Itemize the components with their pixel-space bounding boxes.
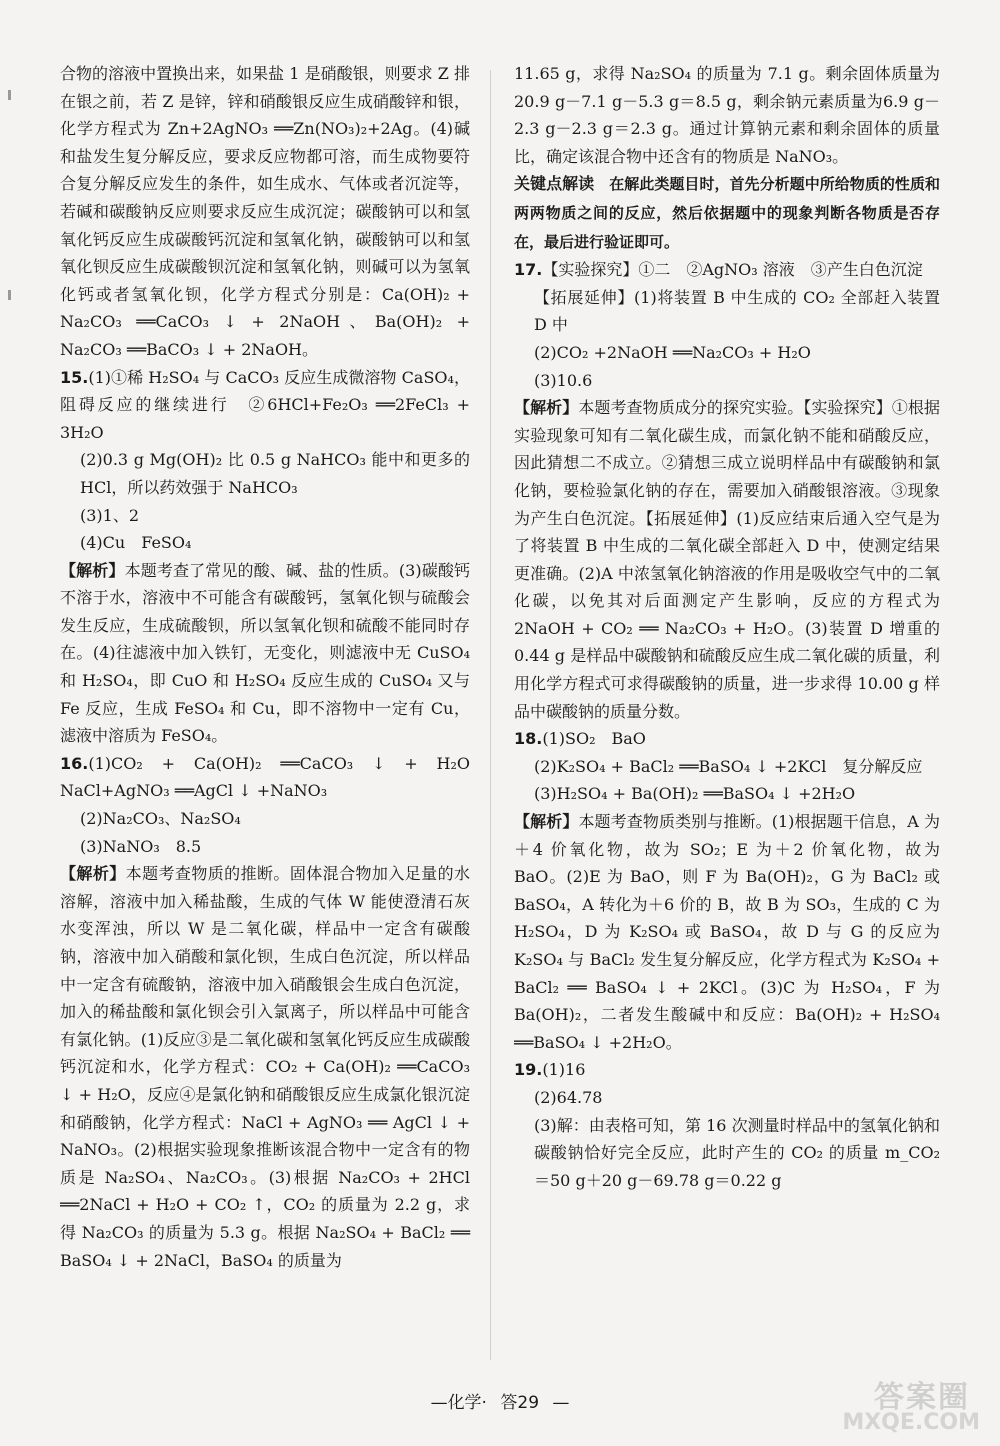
analysis-tag: 【解析】 — [514, 398, 579, 418]
paragraph-text: 在解此类题目时，首先分析题中所给物质的性质和两两物质之间的反应，然后依据题中的现象判断各物质是否存在，最后进行验证即可。 — [514, 175, 940, 251]
answer-line — [60, 446, 470, 501]
paragraph-text: 本题考查物质成分的探究实验。【实验探究】①根据实验现象可知有二氧化碳生成，而氯化钠不能和硝酸反应，因此猜想二不成立。②猜想三成立说明样品中有碳酸钠和氯化钠，要检验氯化钠的存在，需要加入硝酸银溶液。③现象为产生白色沉淀。【拓展延伸】(1)反应结束后通入空气是为了将装置 B 中生成的二氧化碳全部赶入 D 中，使测定结果更准确。(2)A 中浓氢氧化钠溶液的作用是吸收空气中的二氧化碳，以免其对后面测定产生影响，反应的方程式为 2NaOH + CO₂ ══ Na₂CO₃ + H₂O。(3)装置 D 增重的 0.44 g 是样品中碳酸钠和硫酸反应生成二氧化碳的质量，利用化学方程式可求得碳酸钠的质量，进一步求得 10.00 g 样品中碳酸钠的质量分数。 — [514, 398, 940, 721]
analysis-paragraph — [514, 394, 940, 725]
paragraph-text: 合物的溶液中置换出来，如果盐 1 是硝酸银，则要求 Z 排在银之前，若 Z 是锌，锌和硝酸银反应生成硝酸锌和银，化学方程式为 Zn+2AgNO₃ ══Zn(NO₃)₂+2Ag。(4)碱和盐发生复分解反应，要求反应物都可溶，而生成物要符合复分解反应发生的条件，如生成水、气体或者沉淀等，若碱和碳酸钠反应则要求反应生成沉淀；碳酸钠可以和氢氧化钙反应生成碳酸钙沉淀和氢氧化钠，碳酸钠可以和氢氧化钡反应生成碳酸钡沉淀和氢氧化钠，则碱可以为氢氧化钙或者氢氧化钡，化学方程式分别是：Ca(OH)₂ + Na₂CO₃ ══CaCO₃ ↓ + 2NaOH、Ba(OH)₂ + Na₂CO₃ ══BaCO₃ ↓ + 2NaOH。 — [60, 64, 470, 359]
answer-line — [60, 529, 470, 557]
paragraph-text: (1)SO₂ BaO — [542, 729, 646, 749]
watermark-url: MXQE.COM — [842, 1410, 980, 1435]
paragraph-text: 11.65 g，求得 Na₂SO₄ 的质量为 7.1 g。剩余固体质量为20.9 g－7.1 g－5.3 g＝8.5 g，剩余钠元素质量为6.9 g－2.3 g－2.3 g＝2.3 g。通过计算钠元素和剩余固体的质量比，确定该混合物中还含有的物质是 NaNO₃。 — [514, 64, 940, 166]
answer-item — [514, 725, 940, 753]
scan-mark — [8, 290, 11, 300]
column-divider — [490, 70, 491, 1360]
paragraph-text: 【实验探究】①二 ②AgNO₃ 溶液 ③产生白色沉淀 — [542, 260, 923, 280]
answer-line — [514, 339, 940, 367]
paragraph-text: (1)16 — [542, 1060, 586, 1080]
scan-mark — [8, 90, 11, 100]
analysis-paragraph — [60, 860, 470, 1274]
paragraph-text: (3)H₂SO₄ + Ba(OH)₂ ══BaSO₄ ↓ +2H₂O — [534, 784, 856, 804]
answer-line — [60, 805, 470, 833]
question-number: 16. — [60, 753, 89, 773]
analysis-paragraph — [514, 808, 940, 1056]
paragraph-text: (2)CO₂ +2NaOH ══Na₂CO₃ + H₂O — [534, 342, 811, 362]
answer-line — [514, 780, 940, 808]
answer-line — [514, 753, 940, 781]
analysis-tag: 【解析】 — [60, 864, 126, 884]
answer-line — [514, 60, 940, 170]
answer-item — [514, 256, 940, 284]
answer-item — [60, 750, 487, 805]
key-point-paragraph — [514, 170, 940, 256]
paragraph-text: (3)10.6 — [534, 370, 593, 390]
paragraph-text: 【拓展延伸】(1)将装置 B 中生成的 CO₂ 全部赶入装置 D 中 — [534, 287, 940, 335]
paragraph-text: (1)①稀 H₂SO₄ 与 CaCO₃ 反应生成微溶物 CaSO₄，阻碍反应的继续进行 ②6HCl+Fe₂O₃ ══2FeCl₃ + 3H₂O — [60, 367, 470, 442]
paragraph-text: (2)64.78 — [534, 1087, 603, 1107]
paragraph-text: (2)0.3 g Mg(OH)₂ 比 0.5 g NaHCO₃ 能中和更多的 HCl，所以药效强于 NaHCO₃ — [80, 450, 470, 497]
answer-line — [514, 284, 940, 339]
question-number: 17. — [514, 260, 543, 280]
question-number: 18. — [514, 729, 543, 749]
paragraph-text: (3)NaNO₃ 8.5 — [80, 836, 202, 856]
question-number: 15. — [60, 367, 89, 387]
paragraph-text: (4)Cu FeSO₄ — [80, 533, 192, 553]
paragraph-text: (3)解：由表格可知，第 16 次测量时样品中的氢氧化钠和碳酸钠恰好完全反应，此时产生的 CO₂ 的质量 m_CO₂ ＝50 g＋20 g－69.78 g＝0.22 g — [534, 1115, 940, 1190]
answer-line — [60, 833, 470, 861]
analysis-tag: 【解析】 — [60, 560, 125, 580]
paragraph-text: (1)CO₂ + Ca(OH)₂ ══CaCO₃ ↓ + H₂O NaCl+AgNO₃ ══AgCl ↓ +NaNO₃ — [60, 753, 487, 801]
right-column — [514, 60, 940, 1194]
paragraph-text: (3)1、2 — [80, 505, 140, 525]
analysis-tag: 【解析】 — [514, 812, 579, 832]
footer-dash: — — [552, 1393, 570, 1413]
key-point-label: 关键点解读 — [514, 174, 595, 194]
answer-item — [514, 1056, 940, 1084]
watermark-logo: 答案圈 — [874, 1380, 970, 1415]
answer-line — [514, 1084, 940, 1112]
paragraph-text: 本题考查了常见的酸、碱、盐的性质。(3)碳酸钙不溶于水，溶液中不可能含有碳酸钙，氢氧化钡与硫酸会发生反应，生成硫酸钡，所以氢氧化钡和硫酸不能同时存在。(4)往滤液中加入铁钉，无变化，则滤液中无 CuSO₄ 和 H₂SO₄，即 CuO 和 H₂SO₄ 反应生成的 CuSO₄ 又与 Fe 反应，生成 FeSO₄ 和 Cu，即不溶物中一定有 Cu，滤液中溶质为 FeSO₄。 — [60, 560, 470, 746]
answer-line — [514, 367, 940, 395]
paragraph-text: 本题考查物质的推断。固体混合物加入足量的水溶解，溶液中加入稀盐酸，生成的气体 W 能使澄清石灰水变浑浊，所以 W 是二氧化碳，样品中一定含有碳酸钠，溶液中加入硝酸和氯化钡，生成白色沉淀，所以样品中一定含有硫酸钠，溶液中加入硝酸银会生成白色沉淀，加入的稀盐酸和氯化钡会引入氯离子，所以样品中可能含有氯化钠。(1)反应③是二氧化碳和氢氧化钙反应生成碳酸钙沉淀和水，化学方程式：CO₂ + Ca(OH)₂ ══CaCO₃ ↓ + H₂O，反应④是氯化钠和硝酸银反应生成氯化银沉淀和硝酸钠，化学方程式：NaCl + AgNO₃ ══ AgCl ↓ + NaNO₃。(2)根据实验现象推断该混合物中一定含有的物质是 Na₂SO₄、Na₂CO₃。(3)根据 Na₂CO₃ + 2HCl ══2NaCl + H₂O + CO₂ ↑，CO₂ 的质量为 2.2 g，求得 Na₂CO₃ 的质量为 5.3 g。根据 Na₂SO₄ + BaCl₂ ══ BaSO₄ ↓ + 2NaCl，BaSO₄ 的质量为 — [60, 864, 470, 1270]
left-column — [60, 60, 487, 1274]
answer-line — [60, 502, 470, 530]
question-number: 19. — [514, 1060, 543, 1080]
footer-subject: —化学· — [430, 1393, 487, 1413]
answer-line — [60, 60, 470, 364]
answer-item — [60, 364, 470, 447]
page-number: 答29 — [500, 1393, 540, 1413]
paragraph-text: 本题考查物质类别与推断。(1)根据题干信息，A 为＋4 价氧化物，故为 SO₂；E 为＋2 价氧化物，故为 BaO。(2)E 为 BaO，则 F 为 Ba(OH)₂，G 为 BaCl₂ 或 BaSO₄，A 转化为＋6 价的 B，故 B 为 SO₃，生成的 C 为 H₂SO₄，D 为 K₂SO₄ 或 BaSO₄，故 D 与 G 的反应为 K₂SO₄ 与 BaCl₂ 发生复分解反应，化学方程式为 K₂SO₄ + BaCl₂ ══ BaSO₄ ↓ + 2KCl。(3)C 为 H₂SO₄，F 为 Ba(OH)₂，二者发生酸碱中和反应：Ba(OH)₂ + H₂SO₄ ══BaSO₄ ↓ +2H₂O。 — [514, 812, 940, 1052]
analysis-paragraph — [60, 557, 470, 750]
paragraph-text: (2)K₂SO₄ + BaCl₂ ══BaSO₄ ↓ +2KCl 复分解反应 — [534, 756, 923, 776]
paragraph-text: (2)Na₂CO₃、Na₂SO₄ — [80, 809, 241, 829]
answer-line — [514, 1112, 940, 1195]
